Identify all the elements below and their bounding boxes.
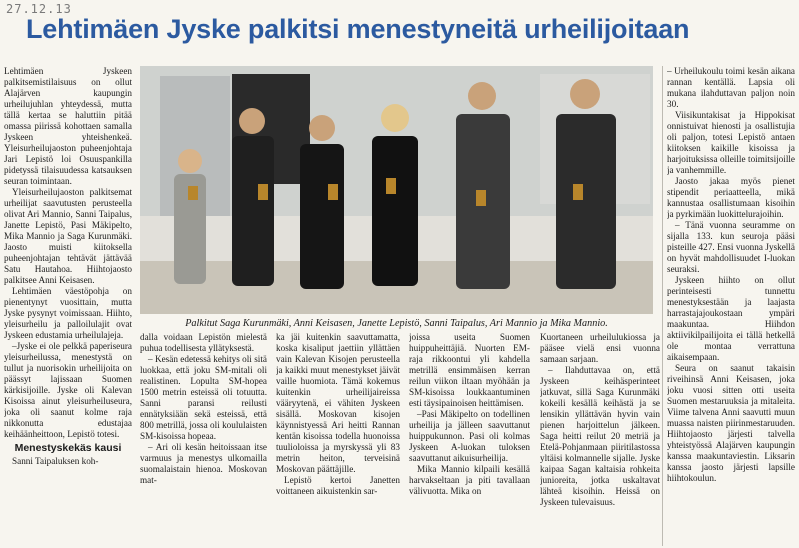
paragraph: Mika Mannio kilpaili kesällä harvakseltaan ja piti tavallaan välivuotta. Mika on: [409, 464, 530, 496]
paragraph: joissa useita Suomen huippuheittäjiä. Nuorten EM-raja rikkoontui yli kahdella metrillä ensimmäisen kerran reilun viikon iltaan myöhään ja SM-kisoissa loukkaantuminen esti täysipainoisen heittämisen.: [409, 332, 530, 408]
column-divider: [662, 66, 663, 546]
paragraph: dalla voidaan Lepistön mielestä puhua todellisesta yllätyksestä.: [140, 332, 267, 353]
paragraph: –Jyske ei ole pelkkä paperiseura yleisurheilussa, menestystä on tullut ja nuorisokin urheilijoita on päässyt lajissaan Suomen kärkisijoille. Jyske oli Kalevan Kisoissa ainut yleisurheiluseura, joka oli saanut kolme raja nikkonutta edustajaa keihäänheittoon, Lepistö totesi.: [4, 341, 132, 439]
paragraph: Jaosto jakaa myös pienet stipendit periaatteella, mikä kannustaa osallistumaan kisoihin ja pyrkimään luokittelurajoihin.: [667, 176, 795, 219]
column-6: [667, 66, 795, 546]
paragraph: Kuortaneen urheilulukiossa ja pääsee vielä ensi vuonna samaan sarjaan.: [540, 332, 660, 364]
date-stamp: 27.12.13: [6, 2, 72, 16]
team-photo-illustration: [140, 66, 653, 314]
paragraph: – Kesän edetessä kehitys oli sitä luokkaa, että joku SM-mitali oli realistinen. Lopulta SM-hopea 1500 metrin esteissä oli totuutta. Sanni paransi reilusti ennätyksiään sekä esteissä, että 800 metrillä, jossa oli koululaisten SM-kisoissa hopeaa.: [140, 354, 267, 441]
paragraph: Sanni Taipaluksen koh-: [12, 456, 99, 466]
paragraph: – Ilahduttavaa on, että Jyskeen keihäsperinteet jatkuvat, sillä Saga Kurunmäki kokeili kesällä keihästä ja se lensikin yllättävän hyvin vain pienen harjoittelun jälkeen. Saga heitti reilut 20 metriä ja Etelä-Pohjanmaan piiritilastossa yltäisi kolmannelle sijalle. Jyske kaipaa Sagan kaltaisia rohkeita junioreita, jotka uskaltavat lähteä kisoihin. Heissä on Jyskeen tulevaisuus.: [540, 365, 660, 507]
paragraph: ka jäi kuitenkin saavuttamatta, koska kisaliput jaettiin yllättäen vain Kalevan Kisojen perusteella ja kaikki muut menestykset jäivät vaille huomiota. Tämä kokemus kuitenkin urheilijaireissa vääryytenä, ei vähiten Jyskeen sisällä. Moskovan kisojen käynnistyessä Ari heitti Rannan kentän kisoissa todella huonoissa tuulioloissa ja myrskyssä yli 83 metrin heiton, terveisinä Moskovan päättäjille.: [276, 332, 400, 474]
paragraph: Jyskeen hiihto on ollut perinteisesti tunnettu menestyksestään ja laajasta harrastajajoukostaan ympäri maakuntaa. Hiihdon aktiivikilpailijoita ei tällä hetkellä ole montaa verrattuna aikaisempaan.: [667, 275, 795, 362]
column-3: [276, 332, 400, 548]
photo-caption: Palkitut Saga Kurunmäki, Anni Keisasen, Janette Lepistö, Sanni Taipalus, Ari Mannio ja Mika Mannio.: [185, 318, 608, 329]
team-photo: [140, 66, 653, 314]
article-headline: Lehtimäen Jyske palkitsi menestyneitä urheilijoitaan: [26, 14, 690, 44]
paragraph: – Urheilukoulu toimi kesän aikana rannan kentällä. Lapsia oli mukana ilahduttavan paljon noin 30.: [667, 66, 795, 109]
column-5: [540, 332, 660, 548]
paragraph: Seura on saanut takaisin riveihinsä Anni Keisasen, joka joku vuosi sitten otti useita Suomen mestaruuksia ja mitaleita. Viime talvena Anni saavutti muun muassa naisten piirinmestaruuden. Hiihtojaosto järjesti talvella yhteistyössä Alajärven kaupungin kanssa maakuntaviestin. Liksarin kanssa jaosto järjesti lapsille hiihtokoulun.: [667, 363, 795, 483]
paragraph: Yleisurheilujaoston palkitsemat urheilijat saavutusten perusteella olivat Ari Mannio, Sanni Taipalus, Janette Lepistö, Pasi Mäkipelto, Mika Mannio ja Saga Kurunmäki. Jaosto muisti kiitoksella puheenjohtajan tehtävät jättävää Satu Hautahoa. Hiihtojaosto palkitsee Anni Keisasen.: [4, 187, 132, 285]
paragraph: Lehtimäen Jyskeen palkitsemistilaisuus on ollut Alajärven kaupungin urheilujuhlan yhteydessä, mutta tällä kertaa se haluttiin pitää omassa piirissä kohottaen samalla Jyskeen yhteishenkeä. Yleisurheilujaoston puheenjohtaja Jari Lepistö loi Osuuspankilla pidetyssä tilaisuudessa katsauksen seuran toimintaan.: [4, 66, 132, 186]
column-4: [409, 332, 530, 548]
paragraph: – Ari oli kesän heitoissaan itse varmuus ja menestys ulkomailla suomalaistain hienoa. Moskovan mat-: [140, 442, 267, 485]
paragraph: Lehtimäen väestöpohja on pienentynyt vuosittain, mutta Jyske pysynyt voimissaan. Hiihto, yleisurheilu ja palloilulajit ovat Jyskeen edustamia urheilulajeja.: [4, 286, 132, 340]
column-2: [140, 332, 267, 548]
paragraph: Viisikuntakisat ja Hippokisat onnistuivat hienosti ja osallistujia oli paljon, totesi Lepistö antaen kiitoksen kaikille kisoissa ja harjoituksissa olleille toimitsijoille ja vanhemmille.: [667, 110, 795, 175]
paragraph: Lepistö kertoi Janetten voittaneen aikuistenkin sar-: [276, 475, 400, 496]
subheading: Menestyskekäs kausi: [14, 442, 122, 454]
column-1: [4, 66, 132, 546]
paragraph: –Pasi Mäkipelto on todellinen urheilija ja jälleen saavuttanut huippukunnon. Pasi oli kolmas Jyskeen A-luokan tuloksen saavuttanut aikuisurheilija.: [409, 409, 530, 463]
paragraph: – Tänä vuonna seuramme on sijalla 133. kun seuroja pääsi pisteille 427. Ensi vuonna Jyskellä on hyvät mahdollisuudet I-luokan seuraksi.: [667, 220, 795, 274]
